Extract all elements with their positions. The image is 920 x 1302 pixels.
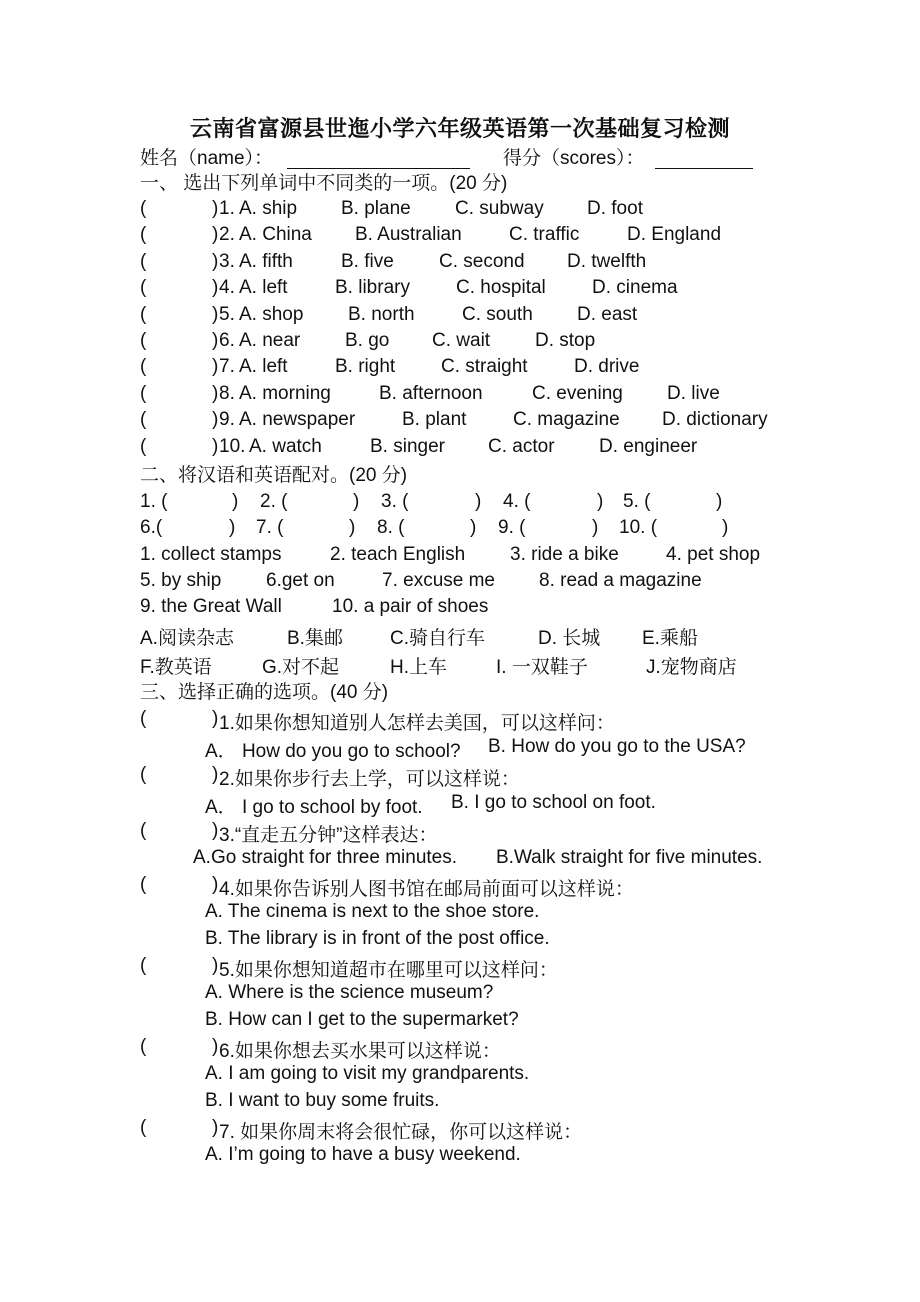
q2-option-a: A． I go to school by foot. bbox=[205, 797, 423, 818]
page-title: 云南省富源县世迤小学六年级英语第一次基础复习检测 bbox=[189, 116, 730, 141]
s1-q8-option-b: B. afternoon bbox=[379, 382, 483, 404]
q3-paren-close: ) bbox=[212, 820, 219, 841]
phrase-10: 10. a pair of shoes bbox=[332, 596, 489, 617]
s1-q1-option-d: D. foot bbox=[587, 198, 643, 219]
answer-slot-close: ) bbox=[597, 491, 604, 512]
s1-q1-option-b: B. plane bbox=[341, 198, 411, 219]
q6-paren-close: ) bbox=[212, 1036, 219, 1057]
s1-q2-option-c: C. traffic bbox=[509, 224, 580, 246]
chinese-h: H.上车 bbox=[390, 657, 448, 678]
q6-paren-open: ( bbox=[140, 1036, 147, 1057]
answer-slot-close: ) bbox=[470, 517, 477, 538]
q7-option-a: A. I’m going to have a busy weekend. bbox=[205, 1144, 521, 1165]
s1-q10-option-a: A. watch bbox=[249, 435, 322, 457]
s1-q7-option-a: A. left bbox=[239, 356, 288, 378]
q2-paren-open: ( bbox=[140, 764, 147, 785]
answer-slot-close: ) bbox=[232, 491, 239, 512]
s1-q9-paren-close: ) bbox=[212, 409, 219, 431]
s1-q5-number: 5. bbox=[219, 303, 235, 325]
chinese-d: D. 长城 bbox=[538, 628, 601, 649]
answer-slot-open[interactable]: 8. ( bbox=[377, 517, 405, 538]
q4-prompt: 4.如果你告诉别人图书馆在邮局前面可以这样说： bbox=[219, 879, 634, 900]
s1-q4-paren-open: ( bbox=[140, 277, 147, 299]
answer-slot-close: ) bbox=[716, 491, 723, 512]
q6-option-a: A. I am going to visit my grandparents. bbox=[205, 1063, 530, 1084]
s1-q2-paren-close: ) bbox=[212, 224, 219, 246]
phrase-3: 3. ride a bike bbox=[510, 544, 619, 565]
s1-q10-option-d: D. engineer bbox=[599, 435, 698, 457]
s1-q10-paren-close: ) bbox=[212, 435, 219, 457]
score-label: 得分（scores）： bbox=[503, 148, 645, 169]
q4-option-b: B. The library is in front of the post office. bbox=[205, 928, 550, 949]
answer-slot-open[interactable]: 9. ( bbox=[498, 517, 526, 538]
section3-heading: 三、选择正确的选项。(40 分) bbox=[140, 682, 389, 703]
answer-slot-close: ) bbox=[592, 517, 599, 538]
answer-slot-open[interactable]: 2. ( bbox=[260, 491, 288, 512]
phrase-7: 7. excuse me bbox=[382, 570, 495, 591]
phrase-9: 9. the Great Wall bbox=[140, 596, 282, 617]
s1-q6-option-a: A. near bbox=[239, 330, 301, 351]
section2-heading: 二、将汉语和英语配对。(20 分) bbox=[140, 465, 408, 486]
s1-q8-option-c: C. evening bbox=[532, 382, 623, 404]
s1-q7-option-d: D. drive bbox=[574, 356, 640, 378]
answer-slot-close: ) bbox=[229, 517, 236, 538]
answer-slot-open[interactable]: 7. ( bbox=[256, 517, 284, 538]
q5-paren-close: ) bbox=[212, 955, 219, 976]
s1-q7-number: 7. bbox=[219, 356, 235, 378]
q3-prompt: 3.“直走五分钟”这样表达： bbox=[219, 825, 438, 846]
s1-q1-number: 1. bbox=[219, 198, 235, 219]
answer-slot-close: ) bbox=[353, 491, 360, 512]
s1-q6-paren-open: ( bbox=[140, 330, 147, 351]
q3-paren-open: ( bbox=[140, 820, 147, 841]
q2-prompt: 2.如果你步行去上学，可以这样说： bbox=[219, 769, 520, 790]
s1-q8-paren-open: ( bbox=[140, 382, 147, 404]
phrase-8: 8. read a magazine bbox=[539, 570, 702, 591]
s1-q4-option-c: C. hospital bbox=[456, 277, 546, 299]
s1-q3-option-d: D. twelfth bbox=[567, 250, 647, 272]
q1-option-a: A． How do you go to school? bbox=[205, 741, 461, 762]
s1-q3-option-b: B. five bbox=[341, 250, 394, 272]
chinese-g: G.对不起 bbox=[262, 657, 340, 678]
answer-slot-close: ) bbox=[475, 491, 482, 512]
s1-q4-option-a: A. left bbox=[239, 277, 288, 299]
chinese-j: J.宠物商店 bbox=[646, 657, 737, 678]
q2-paren-close: ) bbox=[212, 764, 219, 785]
phrase-4: 4. pet shop bbox=[666, 544, 761, 565]
s1-q6-number: 6. bbox=[219, 330, 235, 351]
s1-q5-option-a: A. shop bbox=[239, 303, 304, 325]
section1-heading: 一、 选出下列单词中不同类的一项。(20 分) bbox=[140, 173, 508, 194]
s1-q1-option-c: C. subway bbox=[455, 198, 544, 219]
s1-q3-option-c: C. second bbox=[439, 250, 525, 272]
s1-q4-option-b: B. library bbox=[335, 277, 410, 299]
s1-q3-number: 3. bbox=[219, 250, 235, 272]
s1-q4-option-d: D. cinema bbox=[592, 277, 678, 299]
name-label: 姓名（name）： bbox=[140, 148, 274, 169]
s1-q10-number: 10. bbox=[219, 435, 246, 457]
q5-option-a: A. Where is the science museum? bbox=[205, 982, 494, 1003]
q4-paren-close: ) bbox=[212, 874, 219, 895]
score-blank[interactable] bbox=[655, 146, 753, 169]
s1-q5-option-c: C. south bbox=[462, 303, 533, 325]
phrase-1: 1. collect stamps bbox=[140, 544, 282, 565]
q3-option-a: A.Go straight for three minutes. bbox=[193, 847, 458, 868]
chinese-c: C.骑自行车 bbox=[390, 628, 486, 649]
q6-option-b: B. I want to buy some fruits. bbox=[205, 1090, 440, 1111]
s1-q2-option-d: D. England bbox=[627, 224, 722, 246]
s1-q8-option-d: D. live bbox=[667, 382, 720, 404]
s1-q1-option-a: A. ship bbox=[239, 198, 298, 219]
chinese-b: B.集邮 bbox=[287, 628, 343, 649]
name-blank[interactable] bbox=[287, 146, 470, 169]
s1-q1-paren-open: ( bbox=[140, 198, 147, 219]
q3-option-b: B.Walk straight for five minutes. bbox=[496, 847, 763, 868]
chinese-i: I. 一双鞋子 bbox=[496, 657, 588, 678]
s1-q8-number: 8. bbox=[219, 382, 235, 404]
q1-prompt: 1.如果你想知道别人怎样去美国，可以这样问： bbox=[219, 713, 615, 734]
s1-q9-number: 9. bbox=[219, 409, 235, 431]
q1-option-b: B. How do you go to the USA? bbox=[488, 736, 746, 757]
answer-slot-open[interactable]: 4. ( bbox=[503, 491, 531, 512]
s1-q6-option-d: D. stop bbox=[535, 330, 596, 351]
answer-slot-open[interactable]: 3. ( bbox=[381, 491, 409, 512]
s1-q4-number: 4. bbox=[219, 277, 235, 299]
q7-prompt: 7. 如果你周末将会很忙碌，你可以这样说： bbox=[219, 1122, 583, 1143]
answer-slot-open[interactable]: 10. ( bbox=[619, 517, 658, 538]
s1-q4-paren-close: ) bbox=[212, 277, 219, 299]
answer-slot-open[interactable]: 1. ( bbox=[140, 491, 168, 512]
q5-paren-open: ( bbox=[140, 955, 147, 976]
chinese-e: E.乘船 bbox=[642, 628, 698, 649]
s1-q7-option-b: B. right bbox=[335, 356, 396, 378]
s1-q3-paren-open: ( bbox=[140, 250, 147, 272]
q6-prompt: 6.如果你想去买水果可以这样说： bbox=[219, 1041, 501, 1062]
s1-q5-option-d: D. east bbox=[577, 303, 638, 325]
q5-option-b: B. How can I get to the supermarket? bbox=[205, 1009, 519, 1030]
q7-paren-open: ( bbox=[140, 1117, 147, 1138]
phrase-5: 5. by ship bbox=[140, 570, 222, 591]
q7-paren-close: ) bbox=[212, 1117, 219, 1138]
chinese-f: F.教英语 bbox=[140, 657, 212, 678]
s1-q5-paren-close: ) bbox=[212, 303, 219, 325]
q2-option-b: B. I go to school on foot. bbox=[451, 792, 656, 813]
q4-option-a: A. The cinema is next to the shoe store. bbox=[205, 901, 540, 922]
s1-q5-option-b: B. north bbox=[348, 303, 415, 325]
s1-q10-option-b: B. singer bbox=[370, 435, 445, 457]
s1-q2-paren-open: ( bbox=[140, 224, 147, 246]
s1-q2-option-b: B. Australian bbox=[355, 224, 462, 246]
q1-paren-close: ) bbox=[212, 708, 219, 729]
s1-q5-paren-open: ( bbox=[140, 303, 147, 325]
q1-paren-open: ( bbox=[140, 708, 147, 729]
answer-slot-open[interactable]: 5. ( bbox=[623, 491, 651, 512]
s1-q7-paren-close: ) bbox=[212, 356, 219, 378]
phrase-2: 2. teach English bbox=[330, 544, 466, 565]
s1-q2-option-a: A. China bbox=[239, 224, 312, 246]
s1-q9-paren-open: ( bbox=[140, 409, 147, 431]
s1-q3-option-a: A. fifth bbox=[239, 250, 293, 272]
s1-q2-number: 2. bbox=[219, 224, 235, 246]
answer-slot-close: ) bbox=[722, 517, 729, 538]
s1-q3-paren-close: ) bbox=[212, 250, 219, 272]
s1-q9-option-a: A. newspaper bbox=[239, 409, 356, 431]
s1-q9-option-c: C. magazine bbox=[513, 409, 620, 431]
s1-q6-option-b: B. go bbox=[345, 330, 390, 351]
s1-q9-option-b: B. plant bbox=[402, 409, 467, 431]
answer-slot-close: ) bbox=[349, 517, 356, 538]
answer-slot-open[interactable]: 6.( bbox=[140, 517, 163, 538]
phrase-6: 6.get on bbox=[266, 570, 335, 591]
s1-q7-paren-open: ( bbox=[140, 356, 147, 378]
s1-q6-option-c: C. wait bbox=[432, 330, 491, 351]
s1-q8-option-a: A. morning bbox=[239, 382, 331, 404]
s1-q6-paren-close: ) bbox=[212, 330, 219, 351]
q4-paren-open: ( bbox=[140, 874, 147, 895]
s1-q7-option-c: C. straight bbox=[441, 356, 528, 378]
chinese-a: A.阅读杂志 bbox=[140, 628, 234, 649]
s1-q1-paren-close: ) bbox=[212, 198, 219, 219]
s1-q10-option-c: C. actor bbox=[488, 435, 555, 457]
s1-q10-paren-open: ( bbox=[140, 435, 147, 457]
s1-q8-paren-close: ) bbox=[212, 382, 219, 404]
s1-q9-option-d: D. dictionary bbox=[662, 409, 768, 431]
q5-prompt: 5.如果你想知道超市在哪里可以这样问： bbox=[219, 960, 558, 981]
